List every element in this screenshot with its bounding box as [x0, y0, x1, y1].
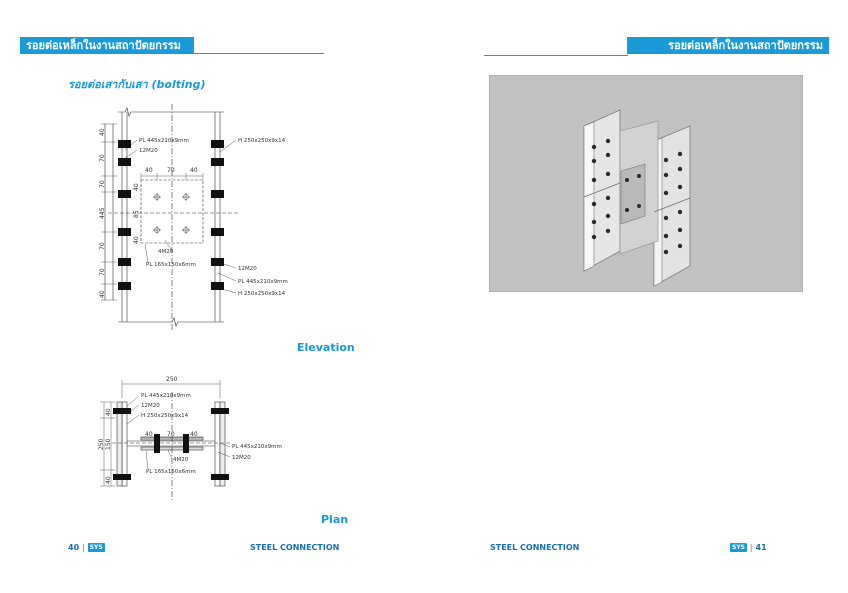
- elev-dim-2: 70: [99, 154, 106, 162]
- elev-label-plate-bottom: PL 445x210x9mm: [238, 279, 288, 285]
- elev-dim-total: 445: [99, 207, 106, 219]
- plan-label-plate: PL 445x210x9mm: [141, 393, 191, 399]
- elev-dim-1: 40: [99, 128, 106, 136]
- plan-side-dim-3: 40: [105, 476, 112, 484]
- elev-top-dim-2: 70: [167, 167, 175, 174]
- right-footer-pagenum: SYS | 41: [732, 543, 767, 552]
- plan-web-dim-1: 40: [145, 431, 153, 438]
- elev-dim-4: 70: [99, 242, 106, 250]
- left-footer-logo: SYS: [89, 544, 103, 551]
- elev-dim-3: 70: [99, 180, 106, 188]
- plan-side-dim-2: 150: [105, 438, 112, 450]
- plan-label-web-plate: PL 165x150x6mm: [146, 469, 196, 475]
- left-header-title: รอยต่อเหล็กในงานสถาปัตยกรรม: [20, 37, 194, 54]
- left-page-number: 40: [68, 543, 80, 552]
- plan-label-section: H 250x250x9x14: [141, 413, 189, 419]
- elev-label-bolts-bottom: 12M20: [238, 266, 257, 272]
- elev-label-section-top: H 250x250x9x14: [238, 138, 286, 144]
- right-header-title: รอยต่อเหล็กในงานสถาปัตยกรรม: [627, 37, 829, 54]
- plan-web-dim-2: 70: [167, 431, 175, 438]
- plan-label-web-bolts: 4M20: [173, 457, 189, 463]
- elev-inner-dim-1: 40: [133, 183, 140, 191]
- elev-inner-dim-2: 85: [133, 210, 140, 218]
- elev-label-web-bolts: 4M20: [158, 249, 174, 255]
- elev-top-dim-3: 40: [190, 167, 198, 174]
- left-footer-title: STEEL CONNECTION: [250, 543, 340, 552]
- elev-dim-6: 40: [99, 290, 106, 298]
- section-title: รอยต่อเสากับเสา (bolting): [68, 78, 206, 91]
- plan-side-dim-1: 40: [105, 408, 112, 416]
- plan-label-bolts: 12M20: [141, 403, 160, 409]
- plan-width-dim: 250: [166, 376, 178, 383]
- elev-label-section-bottom: H 250x250x9x14: [238, 291, 286, 297]
- right-page: [424, 0, 848, 593]
- elev-label-plate-top: PL 445x210x9mm: [139, 138, 189, 144]
- plan-side-dim-total: 250: [98, 438, 105, 450]
- elev-top-dim-1: 40: [145, 167, 153, 174]
- elev-inner-dim-3: 40: [133, 236, 140, 244]
- plan-label-bolts-right: 12M20: [232, 455, 251, 461]
- right-footer-logo: SYS: [732, 544, 745, 551]
- elevation-caption: Elevation: [297, 341, 355, 354]
- right-footer-title: STEEL CONNECTION: [490, 543, 580, 552]
- column-splice-render: [490, 76, 802, 291]
- elev-label-web-plate: PL 165x150x6mm: [146, 262, 196, 268]
- plan-labels: [98, 376, 282, 484]
- elev-label-bolts-top: 12M20: [139, 148, 158, 154]
- connection-3d-render: [489, 75, 803, 292]
- right-header-rule: [484, 55, 628, 56]
- right-page-number: 41: [755, 543, 767, 552]
- plan-caption: Plan: [321, 513, 349, 526]
- plan-web-dim-3: 40: [190, 431, 198, 438]
- plan-label-plate-right: PL 445x210x9mm: [232, 444, 282, 450]
- left-footer-pagenum: 40 | SYS: [68, 543, 103, 552]
- elev-dim-5: 70: [99, 268, 106, 276]
